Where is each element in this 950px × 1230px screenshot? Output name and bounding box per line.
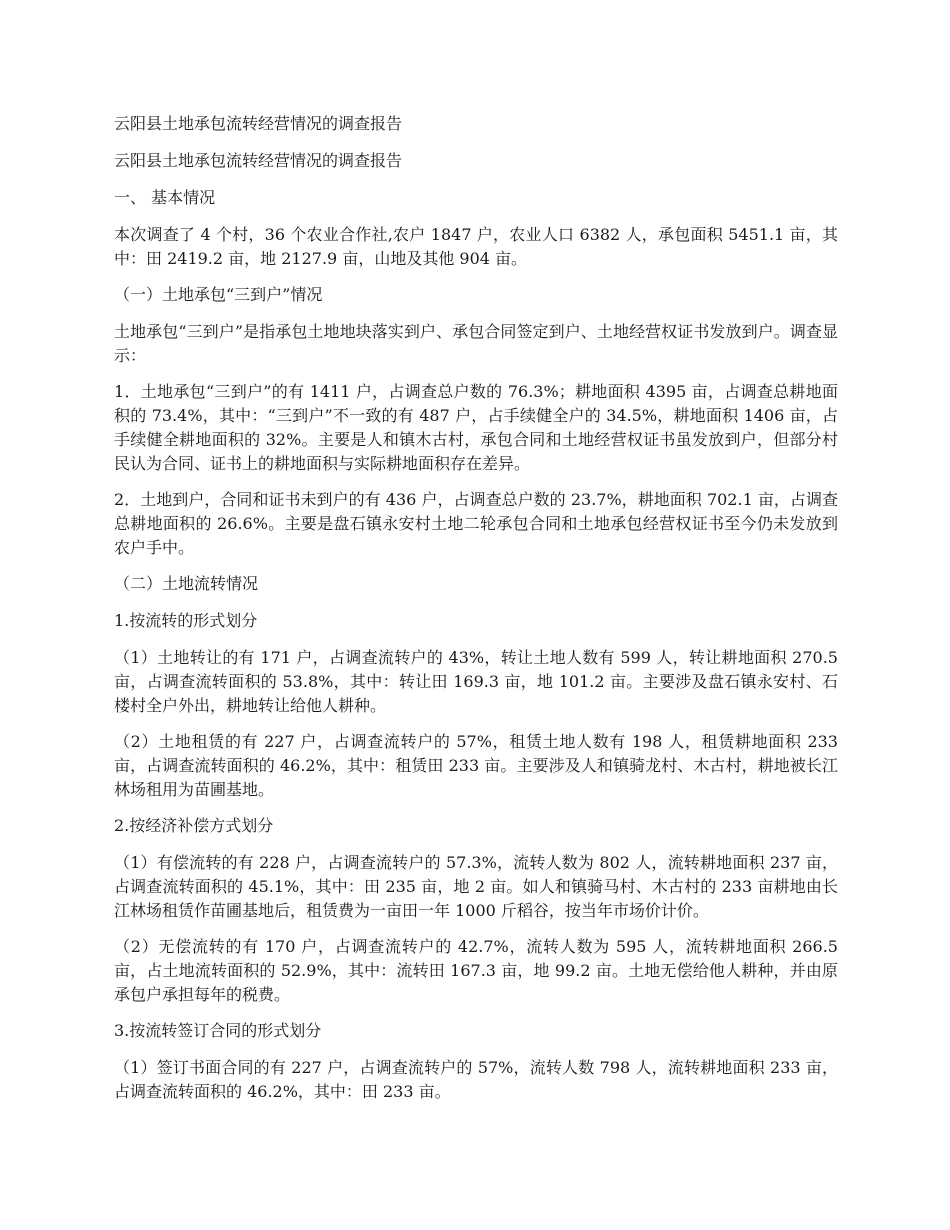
- section-heading-basic-info: 一、 基本情况: [114, 188, 216, 207]
- heading-transfer-form: 1.按流转的形式划分: [114, 611, 258, 630]
- paragraph-three-to-household-item-2: 2．土地到户，合同和证书未到户的有 436 户，占调查总户数的 23.7%，耕地面积 702.1 亩，占调查总耕地面积的 26.6%。主要是盘石镇永安村土地二轮承包合同和土地承包经营权证书至今仍未发放到农户手中。: [114, 490, 838, 557]
- document-title: 云阳县土地承包流转经营情况的调查报告: [114, 114, 403, 133]
- paragraph-compensation-item-1: （1）有偿流转的有 228 户，占调查流转户的 57.3%，流转人数为 802 人，流转耕地面积 237 亩，占调查流转面积的 45.1%，其中：田 235 亩，地 2 亩。如人和镇骑马村、木古村的 233 亩耕地由长江林场租赁作苗圃基地后，租赁费为一亩田一年 1000 斤稻谷，按当年市场价计价。: [114, 853, 838, 920]
- paragraph-transfer-form-item-1: （1）土地转让的有 171 户，占调查流转户的 43%，转让土地人数有 599 人，转让耕地面积 270.5 亩，占调查流转面积的 53.8%，其中：转让田 169.3 亩，地 101.2 亩。主要涉及盘石镇永安村、石楼村全户外出，耕地转让给他人耕种。: [114, 648, 838, 715]
- heading-compensation-method: 2.按经济补偿方式划分: [114, 816, 274, 835]
- subsection-heading-land-transfer: （二）土地流转情况: [114, 574, 259, 593]
- subsection-heading-three-to-household: （一）土地承包“三到户”情况: [114, 285, 323, 304]
- heading-contract-form: 3.按流转签订合同的形式划分: [114, 1021, 322, 1040]
- paragraph-contract-item-1: （1）签订书面合同的有 227 户，占调查流转户的 57%，流转人数 798 人，流转耕地面积 233 亩，占调查流转面积的 46.2%，其中：田 233 亩。: [114, 1058, 838, 1101]
- paragraph-three-to-household-intro: 土地承包“三到户”是指承包土地地块落实到户、承包合同签定到户、土地经营权证书发放到户。调查显示：: [114, 322, 838, 365]
- document-subtitle: 云阳县土地承包流转经营情况的调查报告: [114, 151, 403, 170]
- paragraph-compensation-item-2: （2）无偿流转的有 170 户，占调查流转户的 42.7%，流转人数为 595 人，流转耕地面积 266.5 亩，占土地流转面积的 52.9%，其中：流转田 167.3 亩，地 99.2 亩。土地无偿给他人耕种，并由原承包户承担每年的税费。: [114, 937, 838, 1004]
- paragraph-three-to-household-item-1: 1．土地承包“三到户”的有 1411 户，占调查总户数的 76.3%；耕地面积 4395 亩，占调查总耕地面积的 73.4%，其中：“三到户”不一致的有 487 户，占手续健全户的 34.5%，耕地面积 1406 亩，占手续健全耕地面积的 32%。主要是人和镇木古村，承包合同和土地经营权证书虽发放到户，但部分村民认为合同、证书上的耕地面积与实际耕地面积存在差异。: [114, 382, 838, 473]
- paragraph-basic-info: 本次调查了 4 个村，36 个农业合作社,农户 1847 户，农业人口 6382 人，承包面积 5451.1 亩，其中：田 2419.2 亩，地 2127.9 亩，山地及其他 904 亩。: [114, 225, 838, 268]
- document-page: [114, 112, 838, 1116]
- paragraph-transfer-form-item-2: （2）土地租赁的有 227 户，占调查流转户的 57%，租赁土地人数有 198 人，租赁耕地面积 233 亩，占调查流转面积的 46.2%，其中：租赁田 233 亩。主要涉及人和镇骑龙村、木古村，耕地被长江林场租用为苗圃基地。: [114, 732, 838, 799]
